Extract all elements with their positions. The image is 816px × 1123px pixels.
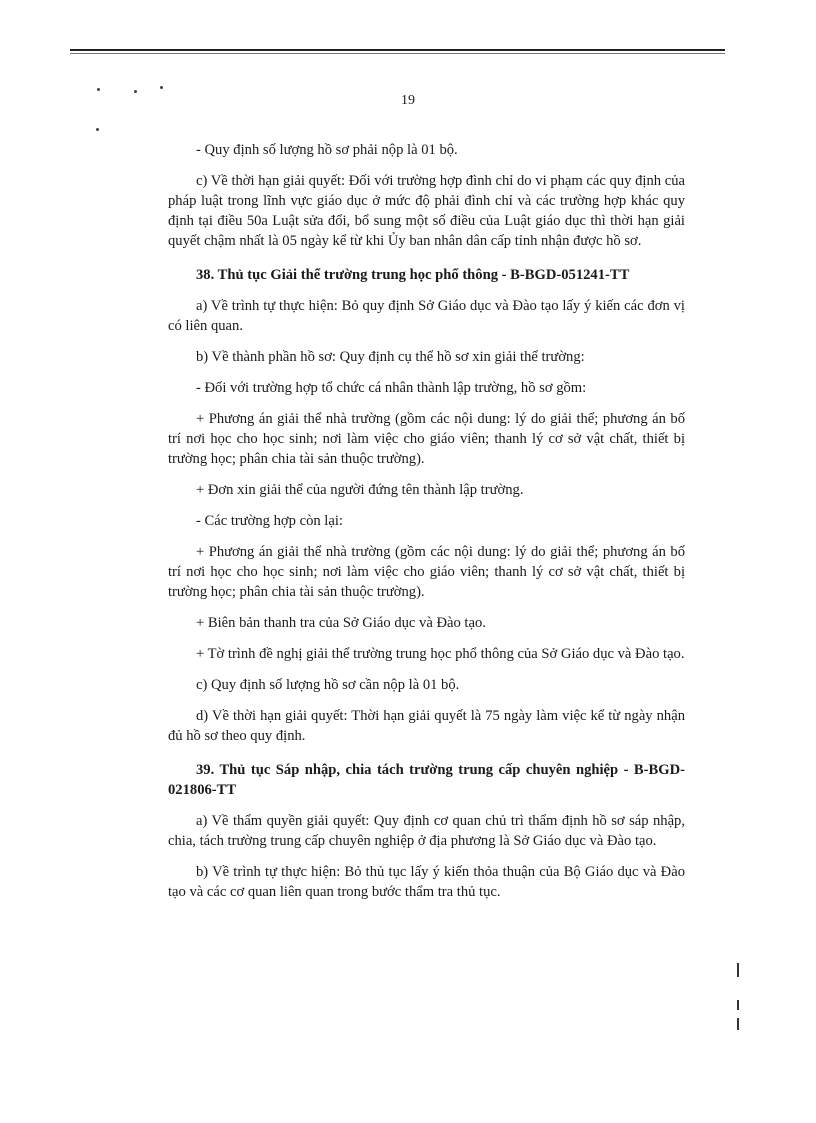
paragraph: + Biên bản thanh tra của Sở Giáo dục và Đào tạo. bbox=[196, 615, 486, 631]
paragraph: + Phương án giải thể nhà trường (gồm các nội dung: lý do giải thể; phương án bố trí nơi học cho học sinh; nơi làm việc cho giáo viên; thanh lý cơ sở vật chất, thiết bị trường học; phân chia tài sản thuộc trường). bbox=[168, 544, 685, 600]
paragraph: a) Về trình tự thực hiện: Bỏ quy định Sở Giáo dục và Đào tạo lấy ý kiến các đơn vị có liên quan. bbox=[168, 298, 685, 334]
paragraph: - Đối với trường hợp tổ chức cá nhân thành lập trường, hồ sơ gồm: bbox=[196, 380, 587, 396]
paragraph: c) Về thời hạn giải quyết: Đối với trường hợp đình chỉ do vi phạm các quy định của pháp luật trong lĩnh vực giáo dục ở mức độ phải đình chỉ và các trường hợp khác quy định tại điều 50a Luật sửa đổi, bổ sung một số điều của Luật giáo dục thì thời hạn giải quyết chậm nhất là 05 ngày kể từ khi Ủy ban nhân dân cấp tỉnh nhận được hồ sơ. bbox=[168, 173, 685, 249]
paragraph: c) Quy định số lượng hồ sơ cần nộp là 01 bộ. bbox=[196, 677, 460, 693]
page-number: 19 bbox=[401, 93, 415, 108]
header-rule-shadow bbox=[70, 53, 725, 54]
header-rule bbox=[70, 49, 725, 51]
paragraph: b) Về trình tự thực hiện: Bỏ thủ tục lấy ý kiến thỏa thuận của Bộ Giáo dục và Đào tạo và các cơ quan liên quan trong bước thẩm tra thủ tục. bbox=[168, 864, 685, 900]
paragraph: - Quy định số lượng hồ sơ phải nộp là 01 bộ. bbox=[196, 142, 458, 158]
scan-margin-mark bbox=[737, 1000, 739, 1010]
paragraph: + Đơn xin giải thể của người đứng tên thành lập trường. bbox=[196, 482, 524, 498]
scan-speck bbox=[96, 128, 99, 131]
scan-margin-mark bbox=[737, 963, 739, 977]
paragraph: d) Về thời hạn giải quyết: Thời hạn giải quyết là 75 ngày làm việc kể từ ngày nhận đủ hồ sơ theo quy định. bbox=[168, 708, 685, 744]
scan-speck bbox=[97, 88, 100, 91]
section-heading: 39. Thủ tục Sáp nhập, chia tách trường trung cấp chuyên nghiệp - B-BGD-021806-TT bbox=[168, 762, 685, 798]
scan-margin-mark bbox=[737, 1018, 739, 1030]
paragraph: + Tờ trình đề nghị giải thể trường trung học phổ thông của Sở Giáo dục và Đào tạo. bbox=[196, 646, 685, 662]
scan-speck bbox=[160, 86, 163, 89]
paragraph: - Các trường hợp còn lại: bbox=[196, 513, 343, 529]
paragraph: + Phương án giải thể nhà trường (gồm các nội dung: lý do giải thể; phương án bố trí nơi học cho học sinh; nơi làm việc cho giáo viên; thanh lý cơ sở vật chất, thiết bị trường học; phân chia tài sản thuộc trường). bbox=[168, 411, 685, 467]
paragraph: a) Về thẩm quyền giải quyết: Quy định cơ quan chủ trì thẩm định hồ sơ sáp nhập, chia, tách trường trung cấp chuyên nghiệp ở địa phương là Sở Giáo dục và Đào tạo. bbox=[168, 813, 685, 849]
section-heading: 38. Thủ tục Giải thể trường trung học phổ thông - B-BGD-051241-TT bbox=[196, 267, 630, 283]
paragraph: b) Về thành phần hồ sơ: Quy định cụ thể hồ sơ xin giải thể trường: bbox=[196, 349, 585, 365]
document-body bbox=[168, 140, 685, 913]
